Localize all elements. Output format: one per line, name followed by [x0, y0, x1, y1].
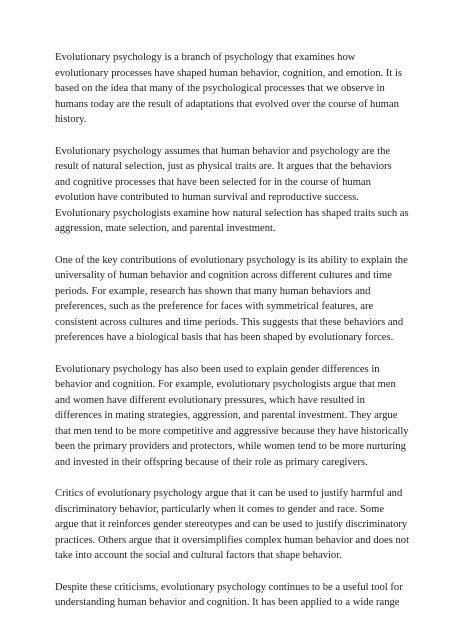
- paragraph-2: [55, 144, 431, 237]
- text-line: evolution have contributed to human survival and reproductive success.: [55, 192, 359, 203]
- text-line: preferences, such as the preference for faces with symmetrical features, are: [55, 301, 374, 312]
- text-line: practices. Others argue that it oversimplifies complex human behavior and does not: [55, 534, 410, 546]
- text-line: behavior and cognition. For example, evolutionary psychologists argue that men: [55, 379, 396, 390]
- text-line: history.: [55, 114, 87, 125]
- text-line: Evolutionary psychology is a branch of psychology that examines how: [55, 52, 356, 63]
- document-body: [55, 50, 431, 627]
- text-line: Evolutionary psychologists examine how natural selection has shaped traits such as: [55, 207, 409, 219]
- text-line: preferences have a biological basis that has been shaped by evolutionary forces.: [55, 332, 394, 343]
- paragraph-3: [55, 253, 431, 346]
- text-line: argue that it reinforces gender stereotypes and can be used to justify discriminatory: [55, 519, 408, 530]
- text-line: result of natural selection, just as physical traits are. It argues that the behaviors: [55, 161, 392, 172]
- text-line: been the primary providers and protectors, while women tend to be more nurturing: [55, 441, 406, 452]
- text-line: understanding human behavior and cognition. It has been applied to a wide range: [55, 597, 400, 608]
- text-line: universality of human behavior and cognition across different cultures and time: [55, 270, 392, 281]
- paragraph-5: [55, 486, 431, 564]
- text-line: that men tend to be more competitive and aggressive because they have historically: [55, 425, 409, 437]
- text-line: evolutionary processes have shaped human behavior, cognition, and emotion. It is: [55, 67, 403, 79]
- text-line: and women have different evolutionary pressures, which have resulted in: [55, 394, 365, 406]
- text-line: differences in mating strategies, aggression, and parental investment. They argue: [55, 410, 398, 421]
- text-line: discriminatory behavior, particularly when it comes to gender and race. Some: [55, 503, 385, 515]
- text-line: Despite these criticisms, evolutionary psychology continues to be a useful tool for: [55, 581, 403, 593]
- text-line: humans today are the result of adaptations that evolved over the course of human: [55, 98, 399, 110]
- text-line: and cognitive processes that have been selected for in the course of human: [55, 176, 371, 188]
- text-line: Evolutionary psychology has also been used to explain gender differences in: [55, 363, 380, 375]
- text-line: based on the idea that many of the psychological processes that we observe in: [55, 83, 385, 94]
- text-line: One of the key contributions of evolutionary psychology is its ability to explain the: [55, 254, 408, 266]
- text-line: periods. For example, research has shown that many human behaviors and: [55, 285, 371, 297]
- paragraph-6: [55, 580, 431, 611]
- paragraph-4: [55, 362, 431, 471]
- text-line: aggression, mate selection, and parental investment.: [55, 223, 276, 234]
- text-line: Critics of evolutionary psychology argue that it can be used to justify harmful and: [55, 488, 403, 499]
- text-line: Evolutionary psychology assumes that human behavior and psychology are the: [55, 145, 391, 157]
- paragraph-1: [55, 50, 431, 128]
- text-line: consistent across cultures and time periods. This suggests that these behaviors and: [55, 316, 404, 328]
- text-line: and invested in their offspring because of their role as primary caregivers.: [55, 456, 368, 468]
- text-line: take into account the social and cultural factors that shape behavior.: [55, 550, 342, 561]
